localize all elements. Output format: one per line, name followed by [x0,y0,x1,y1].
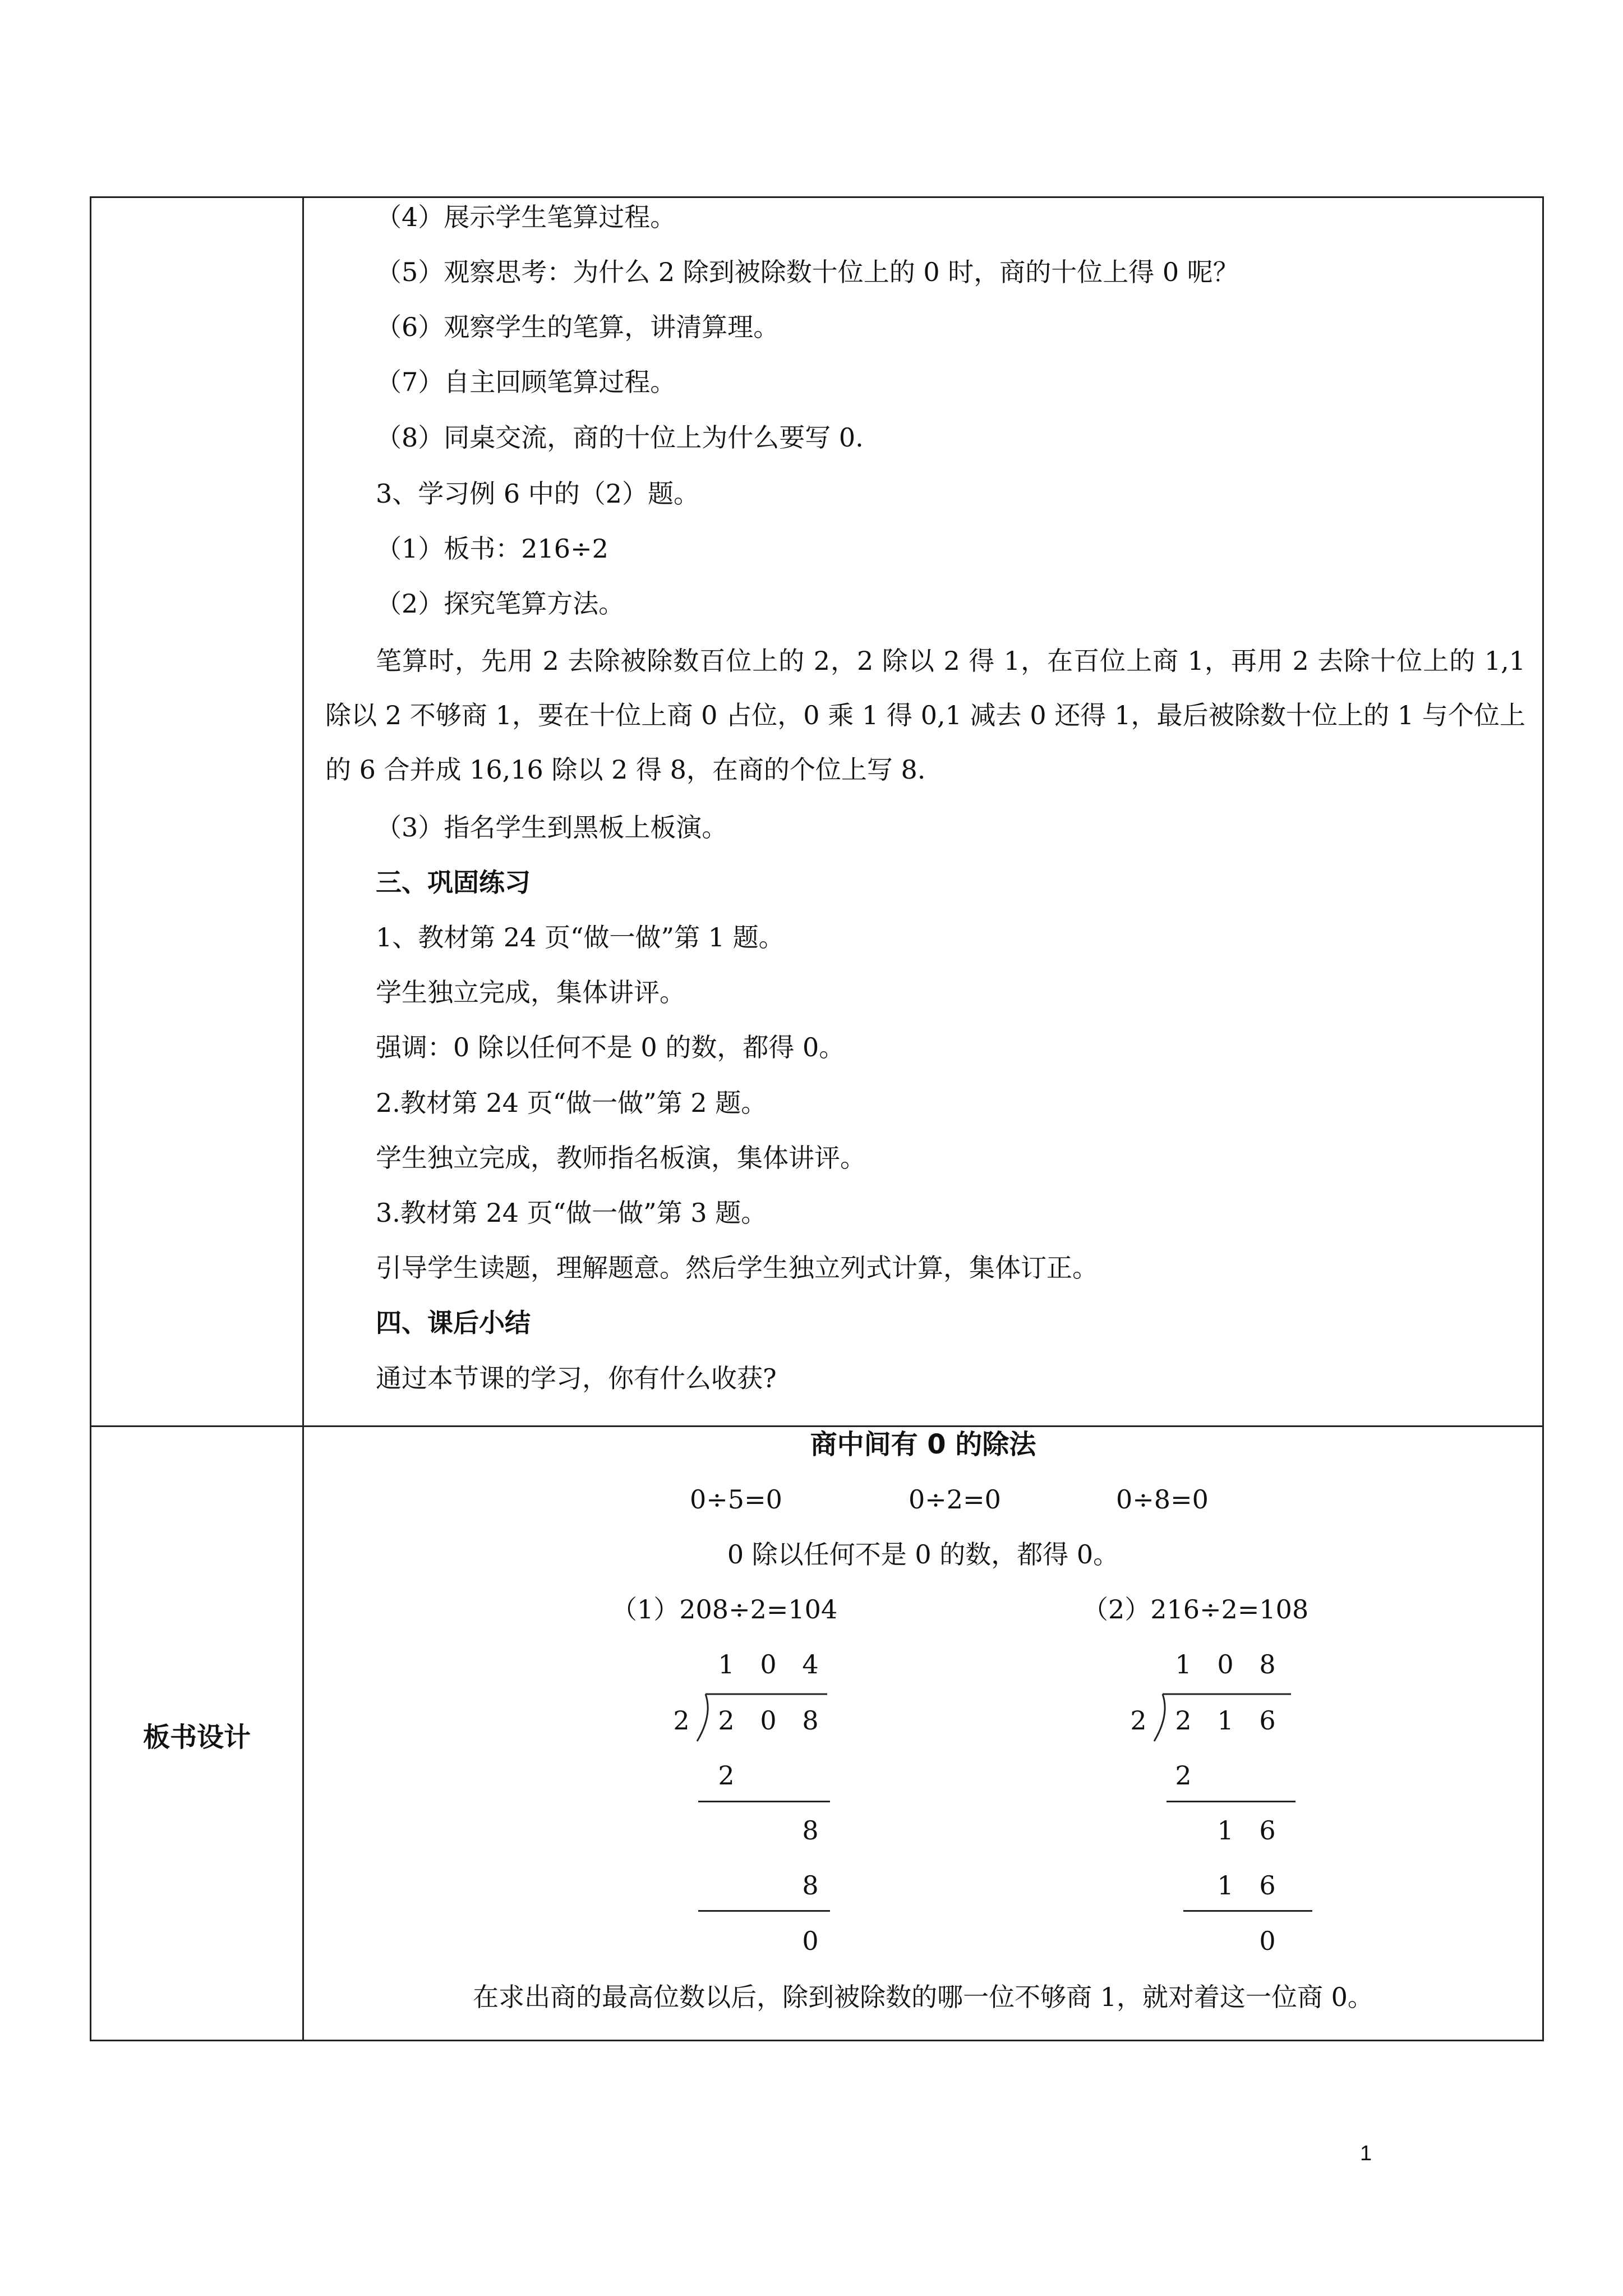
equation-2: （2）216÷2=108 [1082,1594,1309,1625]
lesson-line: 通过本节课的学习，你有什么收获? [376,1363,777,1393]
quotient-digit: 4 [802,1649,819,1680]
table-border-divider [302,196,304,2041]
example-equation: 0÷5=0 [690,1484,782,1515]
quotient-digit: 8 [1259,1649,1276,1680]
table-border-right [1542,196,1544,2041]
subtraction-rule [698,1910,830,1912]
lesson-line: （8）同桌交流，商的十位上为什么要写 0. [376,422,864,453]
lesson-content [325,0,1525,1425]
quotient-digit: 0 [1217,1649,1234,1680]
lesson-line: （2）探究笔算方法。 [376,588,625,619]
example-equation: 0÷2=0 [909,1484,1001,1515]
lesson-line: 3、学习例 6 中的（2）题。 [376,478,700,509]
divisor: 2 [673,1705,690,1736]
lesson-line: 3.教材第 24 页“做一做”第 3 题。 [376,1198,767,1228]
lesson-line: 学生独立完成，集体讲评。 [376,977,685,1007]
dividend-digit: 0 [760,1705,777,1736]
subtraction-rule [1166,1801,1295,1802]
lesson-line: （5）观察思考：为什么 2 除到被除数十位上的 0 时，商的十位上得 0 呢？ [376,257,1239,287]
step-digit: 1 [1217,1870,1234,1901]
remainder: 0 [802,1926,819,1956]
step-digit: 8 [802,1870,819,1901]
subtraction-rule [698,1801,830,1802]
dividend-digit: 1 [1217,1705,1234,1736]
lesson-line: 强调：0 除以任何不是 0 的数，都得 0。 [376,1032,845,1062]
lesson-line: （4）展示学生笔算过程。 [376,202,676,232]
lesson-line: 1、教材第 24 页“做一做”第 1 题。 [376,922,785,953]
section-heading: 四、课后小结 [376,1308,531,1338]
lesson-line: （3）指名学生到黑板上板演。 [376,812,728,843]
quotient-digit: 1 [1175,1649,1192,1680]
step-digit: 2 [1175,1760,1192,1791]
step-digit: 1 [1217,1815,1234,1846]
lesson-line: （7）自主回顾笔算过程。 [376,367,676,397]
lesson-line: 学生独立完成，教师指名板演，集体讲评。 [376,1143,866,1173]
lesson-line: 2.教材第 24 页“做一做”第 2 题。 [376,1088,767,1118]
equation-1: （1）208÷2=104 [611,1594,838,1625]
lesson-line: 引导学生读题，理解题意。然后学生独立列式计算，集体订正。 [376,1253,1098,1283]
dividend-digit: 2 [1175,1705,1192,1736]
subtraction-rule [1183,1910,1312,1912]
lesson-line: （6）观察学生的笔算，讲清算理。 [376,312,780,342]
board-title: 商中间有 0 的除法 [810,1429,1036,1460]
page-number: 1 [1360,2142,1372,2165]
section-heading: 三、巩固练习 [376,867,531,898]
table-border-middle [90,1425,1544,1427]
step-digit: 8 [802,1815,819,1846]
board-conclusion: 在求出商的最高位数以后，除到被除数的哪一位不够商 1，就对着这一位商 0。 [473,1982,1373,2012]
step-digit: 6 [1259,1815,1276,1846]
step-digit: 2 [718,1760,735,1791]
dividend-digit: 6 [1259,1705,1276,1736]
remainder: 0 [1259,1926,1276,1956]
table-border-left [90,196,91,2041]
lesson-paragraph: 笔算时，先用 2 去除被除数百位上的 2，2 除以 2 得 1，在百位上商 1，再用 2 去除十位上的 1,1 除以 2 不够商 1，要在十位上商 0 占位，0 乘 1 得 0,1 减去 0 还得 1，最后被除数十位上的 1 与个位上的 6 合并成 16,16 除以 2 得 8，在商的个位上写 8. [325,646,1525,785]
table-border-bottom [90,2040,1544,2041]
zero-division-rule: 0 除以任何不是 0 的数，都得 0。 [727,1539,1119,1570]
lesson-line: （1）板书：216÷2 [376,533,608,564]
divisor: 2 [1130,1705,1147,1736]
example-equation: 0÷8=0 [1116,1484,1209,1515]
board-design-label: 板书设计 [142,1722,251,1753]
dividend-digit: 2 [718,1705,735,1736]
quotient-digit: 1 [718,1649,735,1680]
step-digit: 6 [1259,1870,1276,1901]
dividend-digit: 8 [802,1705,819,1736]
quotient-digit: 0 [760,1649,777,1680]
